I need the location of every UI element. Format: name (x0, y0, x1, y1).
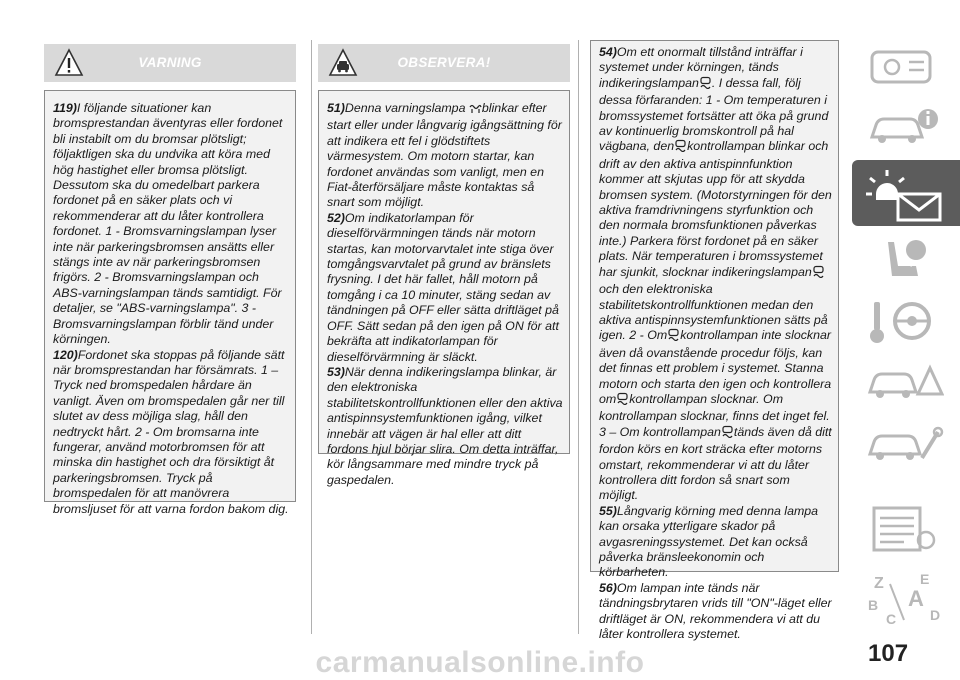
observe-item-52: 52)Om indikatorlampan för dieselförvärmningen tänds när motorn startas, kan motorvarvtalet inte stiga över tomgångsvarvtalet på grund av bränslets frysning. I det här fallet, håll motorn på tomgång i ca 10 minuter, stäng sedan av tändningen på OFF eller sätta driftläget på OFF. Sätt sedan på den igen på ON för att bekräfta att indikatorlampan för dieselförvärmning är släckt. (327, 210, 559, 364)
index-letter: A (908, 586, 924, 611)
car-warning-triangle-icon (864, 360, 944, 406)
warning-header (44, 44, 296, 82)
observe-box (318, 90, 570, 487)
key-steering-wheel-icon (864, 296, 944, 346)
sidebar-tab-maintenance[interactable] (852, 418, 960, 473)
column-divider (578, 40, 579, 634)
stability-control-icon (674, 139, 687, 156)
glow-plug-icon (469, 103, 482, 118)
observe-title: OBSERVERA! (397, 55, 491, 70)
index-letter: E (920, 571, 930, 587)
car-wrench-icon (864, 422, 944, 468)
stability-control-icon (812, 265, 825, 282)
column-divider (311, 40, 312, 634)
stability-control-icon (616, 392, 629, 409)
watermark: carmanualsonline.info (315, 646, 645, 679)
sidebar-tab-index[interactable] (852, 566, 960, 630)
sidebar-tab-dashboard[interactable] (852, 40, 960, 95)
index-letter: D (930, 607, 941, 623)
index-letter: B (868, 597, 879, 613)
technical-data-list-icon (864, 504, 944, 554)
stability-control-icon (667, 328, 680, 345)
alphabet-index-icon (864, 570, 950, 630)
seat-airbag-icon (864, 236, 944, 282)
car-info-icon (864, 105, 944, 151)
warning-title: VARNING (138, 55, 202, 70)
sidebar-tab-safety[interactable] (852, 232, 960, 287)
sidebar-tab-warning-lights[interactable] (852, 160, 960, 226)
observe-item-53: 53)När denna indikeringslampa blinkar, är den elektroniska stabilitetskontrollfunktionen eller den aktiva antispinnsystemfunktionen igång, vilket innebär att vägen är hal eller att ditt fordons hjul börjar slira. Om detta inträffar, kör långsammare med mindre tryck på gaspedalen. (327, 364, 563, 487)
warning-box (44, 90, 296, 516)
right-item-54: 54)Om ett onormalt tillstånd inträffar i systemet under körningen, tänds indikeringslampan . I dessa fall, följ dessa förfaranden: 1 - Om temperaturen i bromssystemet fortsätter att öka på grund av kontinuerlig bromskontroll på hal vägbana, den kontrollampan blinkar och drift av den aktiva antispinnfunktion kommer att skjutas upp för att skydda bromsen system. (Motorstyrningen för den aktiva framdrivningens styrfunktion och den normala bromsfunktionen påverkas inte.) Parkera först fordonet på en säker plats. När temperaturen i bromssystemet har sjunkit, slocknar indikeringslampanoch den elektroniska stabilitetskontrollfunktionen medan den aktiva antispinnsystemfunktionen sätts på igen. 2 - Om kontrollampan inte slocknar även då ovanstående procedur följs, kan det finnas ett problem i systemet. Stanna motorn och starta den igen och kontrollera om kontrollampan slocknar. Om kontrollampan slocknar, finns det inget fel. 3 – Om kontrollampan tänds även då ditt fordon körs en kort sträcka efter motorns omstart, rekommenderar vi att du låter kontrollera ditt fordon så snart som möjligt. (599, 45, 832, 503)
sidebar-tab-car-info[interactable] (852, 101, 960, 156)
stability-control-icon (721, 425, 734, 442)
right-item-56: 56)Om lampan inte tänds när tändningsbrytaren vrids till "ON"-läget eller driftläget är ON, rekommendera vi att du låter kontrollera systemet. (599, 580, 832, 642)
warning-light-message-icon (864, 164, 948, 224)
warning-item-119: 119)I följande situationer kan bromsprestandan äventyras eller fordonet bli instabilt om du bromsar plötsligt; följaktligen ska du undvika att köra med hög hastighet eller bromsa plötsligt. Dessutom ska du omedelbart parkera fordonet på en säker plats och vi rekommenderar att du låter kontrollera fordonet. 1 - Bromsvarningslampan lyser inte när parkeringsbromsen ansätts eller stängs inte av när parkeringsbromsen frigörs. 2 - Bromsvarningslampan och ABS-varningslampan tänds samtidigt. För detaljer, se "ABS-varningslampa". 3 - Bromsvarningslampan förblir tänd under körningen. (53, 101, 283, 347)
right-item-55: 55)Långvarig körning med denna lampa kan orsaka ytterligare skador på avgasreningssystemet. Det kan också påverka bränsleekonomin och körbarheten. (599, 503, 819, 580)
continued-box (590, 40, 839, 642)
sidebar-tab-start-drive[interactable] (852, 292, 960, 347)
sidebar-tab-technical-data[interactable] (852, 500, 960, 555)
observe-item-51: 51)Denna varningslampa blinkar efter start eller under långvarig igångsättning för att indikera ett fel i glödstiftets värmesystem. Om motorn startar, kan fordonet användas som vanligt, men en Fiat-återförsäljare måste kontaktas så snart som möjligt. (327, 101, 562, 210)
dashboard-car-icon (864, 44, 944, 90)
index-letter: C (886, 611, 897, 627)
page-number: 107 (868, 640, 909, 667)
stability-control-icon (699, 76, 712, 93)
observe-header (318, 44, 570, 82)
sidebar-tab-emergency[interactable] (852, 356, 960, 411)
warning-item-120: 120)Fordonet ska stoppas på följande sätt när bromsprestandan har försämrats. 1 – Tryck ned bromspedalen hårdare än vanligt. Även om bromspedalen går ner till slutet av dess möjliga slag, håll den nedtryckt hårt. 2 - Om bromsarna inte fungerar, använd motorbromsen för att minska din hastighet och dra försiktigt åt parkeringsbromsen. Tryck på bromspedalen för att manövrera bromsljuset för att varna fordon bakom dig. (53, 347, 289, 516)
index-letter: Z (874, 575, 884, 592)
